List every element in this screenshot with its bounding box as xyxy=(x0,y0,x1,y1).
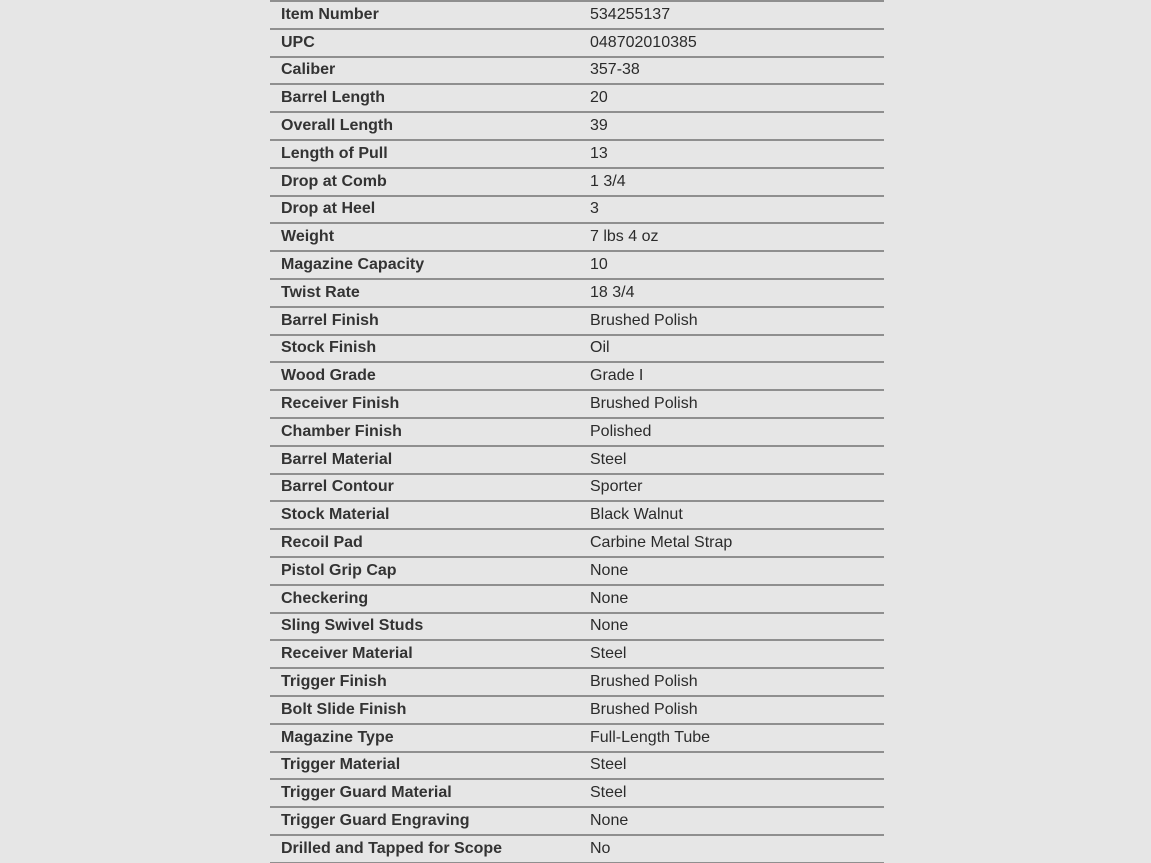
table-row xyxy=(270,530,884,558)
spec-label: Magazine Type xyxy=(281,728,394,746)
spec-value: Brushed Polish xyxy=(590,311,698,329)
spec-label: Length of Pull xyxy=(281,144,388,162)
table-row xyxy=(270,169,884,197)
table-row xyxy=(270,641,884,669)
table-row xyxy=(270,780,884,808)
spec-label: Twist Rate xyxy=(281,283,360,301)
spec-value: Sporter xyxy=(590,478,643,496)
spec-label: Trigger Material xyxy=(281,756,401,774)
table-row xyxy=(270,447,884,475)
table-row xyxy=(270,502,884,530)
spec-label: Drop at Heel xyxy=(281,200,376,218)
spec-value: Steel xyxy=(590,784,627,802)
spec-value: Steel xyxy=(590,450,627,468)
table-row xyxy=(270,558,884,586)
spec-value: Brushed Polish xyxy=(590,673,698,691)
spec-label: Drop at Comb xyxy=(281,172,387,190)
table-row xyxy=(270,697,884,725)
spec-label: Receiver Finish xyxy=(281,395,400,413)
spec-label: UPC xyxy=(281,33,315,51)
spec-value: 3 xyxy=(590,200,599,218)
spec-label: Barrel Material xyxy=(281,450,393,468)
spec-label: Sling Swivel Studs xyxy=(281,617,424,635)
spec-value: 534255137 xyxy=(590,5,671,23)
table-row xyxy=(270,280,884,308)
spec-value: 357-38 xyxy=(590,61,640,79)
spec-value: Steel xyxy=(590,756,627,774)
table-row xyxy=(270,419,884,447)
spec-label: Drilled and Tapped for Scope xyxy=(281,839,503,857)
spec-value: 7 lbs 4 oz xyxy=(590,228,659,246)
table-row xyxy=(270,836,884,863)
spec-value: Polished xyxy=(590,422,652,440)
table-row xyxy=(270,753,884,781)
spec-label: Receiver Material xyxy=(281,645,413,663)
spec-value: 13 xyxy=(590,144,608,162)
spec-value: Steel xyxy=(590,645,627,663)
table-row xyxy=(270,85,884,113)
table-row xyxy=(270,308,884,336)
spec-value: None xyxy=(590,561,629,579)
table-row xyxy=(270,197,884,225)
table-row xyxy=(270,586,884,614)
spec-value: Oil xyxy=(590,339,610,357)
table-row xyxy=(270,141,884,169)
spec-value: 1 3/4 xyxy=(590,172,626,190)
spec-value: Grade I xyxy=(590,367,644,385)
spec-label: Recoil Pad xyxy=(281,534,363,552)
spec-label: Stock Finish xyxy=(281,339,377,357)
spec-label: Barrel Finish xyxy=(281,311,379,329)
table-row xyxy=(270,669,884,697)
spec-value: 18 3/4 xyxy=(590,283,635,301)
table-row xyxy=(270,2,884,30)
spec-value: None xyxy=(590,589,629,607)
spec-value: None xyxy=(590,812,629,829)
spec-value: Full-Length Tube xyxy=(590,728,711,746)
spec-label: Chamber Finish xyxy=(281,422,402,440)
spec-label: Bolt Slide Finish xyxy=(281,700,407,718)
spec-label: Barrel Length xyxy=(281,89,386,107)
spec-label: Trigger Guard Material xyxy=(281,784,452,802)
table-row xyxy=(270,363,884,391)
spec-value: Brushed Polish xyxy=(590,700,698,718)
table-row xyxy=(270,58,884,86)
spec-value: None xyxy=(590,617,629,635)
spec-value: Carbine Metal Strap xyxy=(590,534,733,552)
spec-label: Item Number xyxy=(281,5,379,23)
table-row xyxy=(270,30,884,58)
table-row xyxy=(270,336,884,364)
table-row xyxy=(270,614,884,642)
spec-value: 39 xyxy=(590,117,608,135)
spec-label: Wood Grade xyxy=(281,367,376,385)
spec-label: Trigger Guard Engraving xyxy=(281,812,470,829)
spec-value: 048702010385 xyxy=(590,33,697,51)
spec-label: Trigger Finish xyxy=(281,673,387,691)
table-row xyxy=(270,475,884,503)
table-row xyxy=(270,113,884,141)
spec-value: 20 xyxy=(590,89,608,107)
table-row xyxy=(270,252,884,280)
spec-value: 10 xyxy=(590,256,608,274)
spec-label: Barrel Contour xyxy=(281,478,394,496)
specifications-rows xyxy=(270,2,884,863)
spec-label: Magazine Capacity xyxy=(281,256,425,274)
spec-label: Pistol Grip Cap xyxy=(281,561,397,579)
spec-value: Brushed Polish xyxy=(590,395,698,413)
spec-label: Checkering xyxy=(281,589,369,607)
table-row xyxy=(270,224,884,252)
table-row xyxy=(270,808,884,836)
spec-label: Stock Material xyxy=(281,506,390,524)
table-row xyxy=(270,725,884,753)
spec-value: Black Walnut xyxy=(590,506,683,524)
spec-label: Overall Length xyxy=(281,117,394,135)
table-row xyxy=(270,391,884,419)
spec-value: No xyxy=(590,839,611,857)
spec-label: Caliber xyxy=(281,61,336,79)
spec-label: Weight xyxy=(281,228,335,246)
